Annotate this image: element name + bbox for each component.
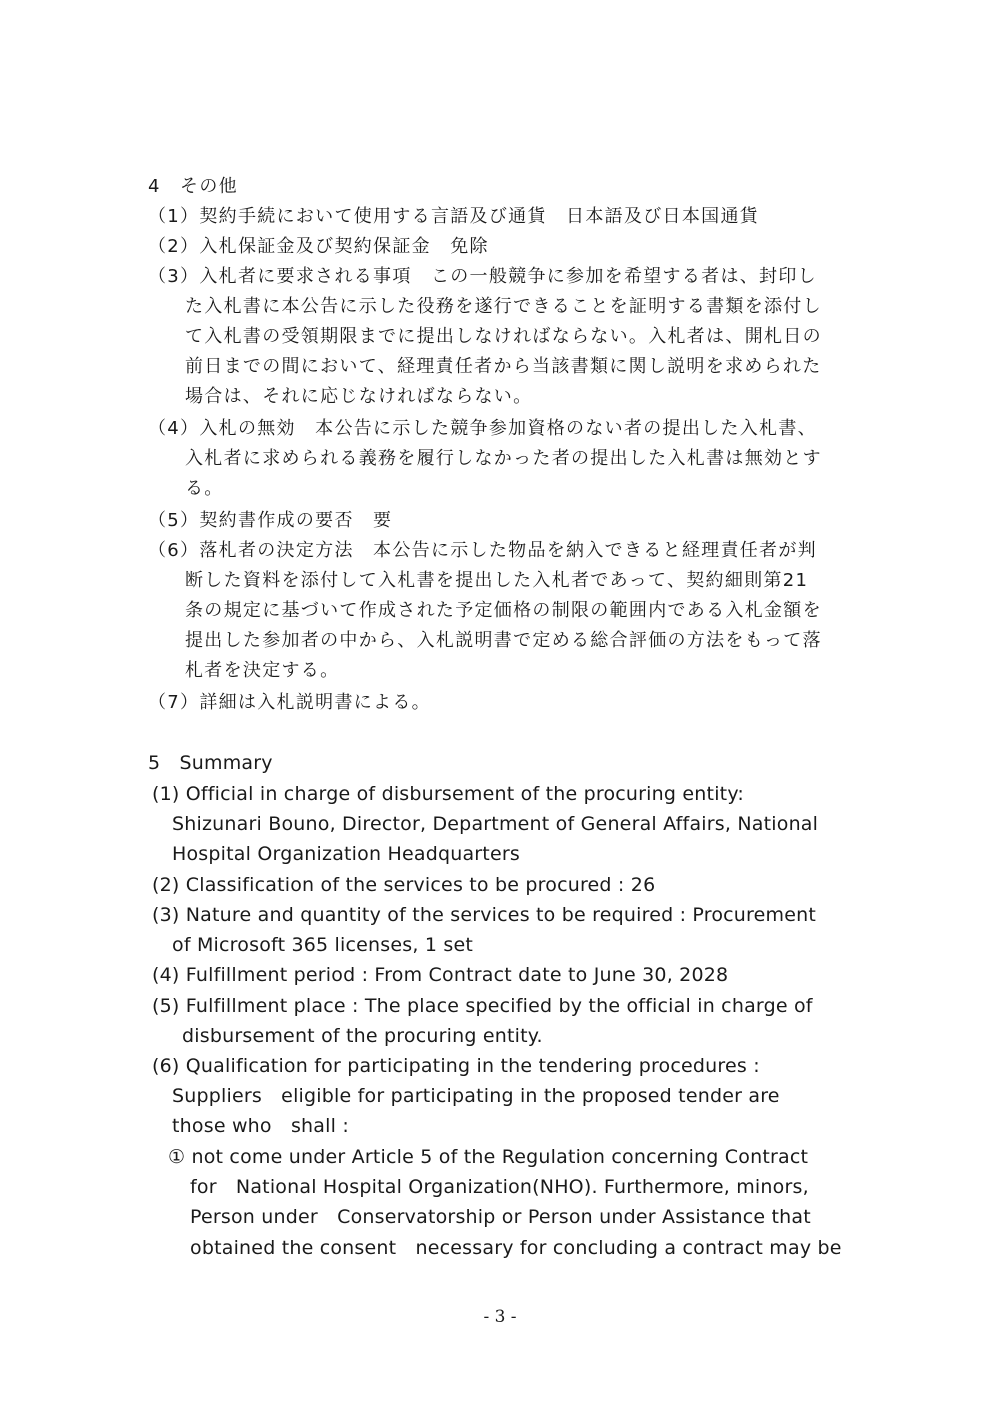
section-5-item-7-line-4: obtained the consent necessary for concluding a contract may be: [190, 1237, 842, 1259]
section-4-item-1-line-1: （1）契約手続において使用する言語及び通貨 日本語及び日本国通貨: [148, 206, 760, 227]
section-5-item-7-line-1: ① not come under Article 5 of the Regulation concerning Contract: [168, 1146, 809, 1168]
section-5-item-1-line-3: Hospital Organization Headquarters: [172, 843, 520, 865]
section-4-item-7-line-1: （7）詳細は入札説明書による。: [148, 692, 431, 713]
section-5-item-1-line-1: (1) Official in charge of disbursement of the procuring entity:: [152, 783, 744, 805]
section-5-item-5-line-2: disbursement of the procuring entity.: [182, 1025, 543, 1047]
section-5-item-4-line-1: (4) Fulfillment period : From Contract date to June 30, 2028: [152, 964, 729, 986]
section-5-item-6-line-1: (6) Qualification for participating in the tendering procedures :: [152, 1055, 760, 1077]
section-5-item-7-line-2: for National Hospital Organization(NHO). Furthermore, minors,: [190, 1176, 809, 1198]
section-5-item-3-line-2: of Microsoft 365 licenses, 1 set: [172, 934, 474, 956]
section-5-item-3-line-1: (3) Nature and quantity of the services to be required : Procurement: [152, 904, 817, 926]
section-4-item-6-line-2: 断した資料を添付して入札書を提出した入札者であって、契約細則第21: [185, 570, 809, 591]
section-4-item-3-line-3: て入札書の受領期限までに提出しなければならない。入札者は、開札日の: [185, 326, 822, 347]
section-4-item-4-line-3: る。: [185, 478, 224, 499]
section-5-item-2-line-1: (2) Classification of the services to be procured : 26: [152, 874, 656, 896]
section-4-item-6-line-1: （6）落札者の決定方法 本公告に示した物品を納入できると経理責任者が判: [148, 540, 817, 561]
section-4-heading: 4 その他: [148, 176, 238, 197]
section-4-item-3-line-5: 場合は、それに応じなければならない。: [185, 386, 533, 407]
section-4-item-3-line-1: （3）入札者に要求される事項 この一般競争に参加を希望する者は、封印し: [148, 266, 817, 287]
section-4-item-4-line-2: 入札者に求められる義務を履行しなかった者の提出した入札書は無効とす: [185, 448, 822, 469]
section-4-item-6-line-3: 条の規定に基づいて作成された予定価格の制限の範囲内である入札金額を: [185, 600, 822, 621]
section-4-item-3-line-2: た入札書に本公告に示した役務を遂行できることを証明する書類を添付し: [185, 296, 822, 317]
section-4-item-4-line-1: （4）入札の無効 本公告に示した競争参加資格のない者の提出した入札書、: [148, 418, 817, 439]
section-4-item-5-line-1: （5）契約書作成の要否 要: [148, 510, 393, 531]
section-5-item-6-line-3: those who shall :: [172, 1115, 349, 1137]
section-5-item-7-line-3: Person under Conservatorship or Person under Assistance that: [190, 1206, 811, 1228]
section-5-heading: 5 Summary: [148, 752, 273, 774]
section-4-item-6-line-4: 提出した参加者の中から、入札説明書で定める総合評価の方法をもって落: [185, 630, 822, 651]
page-number: - 3 -: [483, 1307, 517, 1327]
section-4-item-2-line-1: （2）入札保証金及び契約保証金 免除: [148, 236, 489, 257]
section-5-item-6-line-2: Suppliers eligible for participating in the proposed tender are: [172, 1085, 780, 1107]
section-5-item-1-line-2: Shizunari Bouno, Director, Department of General Affairs, National: [172, 813, 819, 835]
section-4-item-6-line-5: 札者を決定する。: [185, 660, 340, 681]
section-5-item-5-line-1: (5) Fulfillment place : The place specified by the official in charge of: [152, 995, 813, 1017]
section-4-item-3-line-4: 前日までの間において、経理責任者から当該書類に関し説明を求められた: [185, 356, 822, 377]
